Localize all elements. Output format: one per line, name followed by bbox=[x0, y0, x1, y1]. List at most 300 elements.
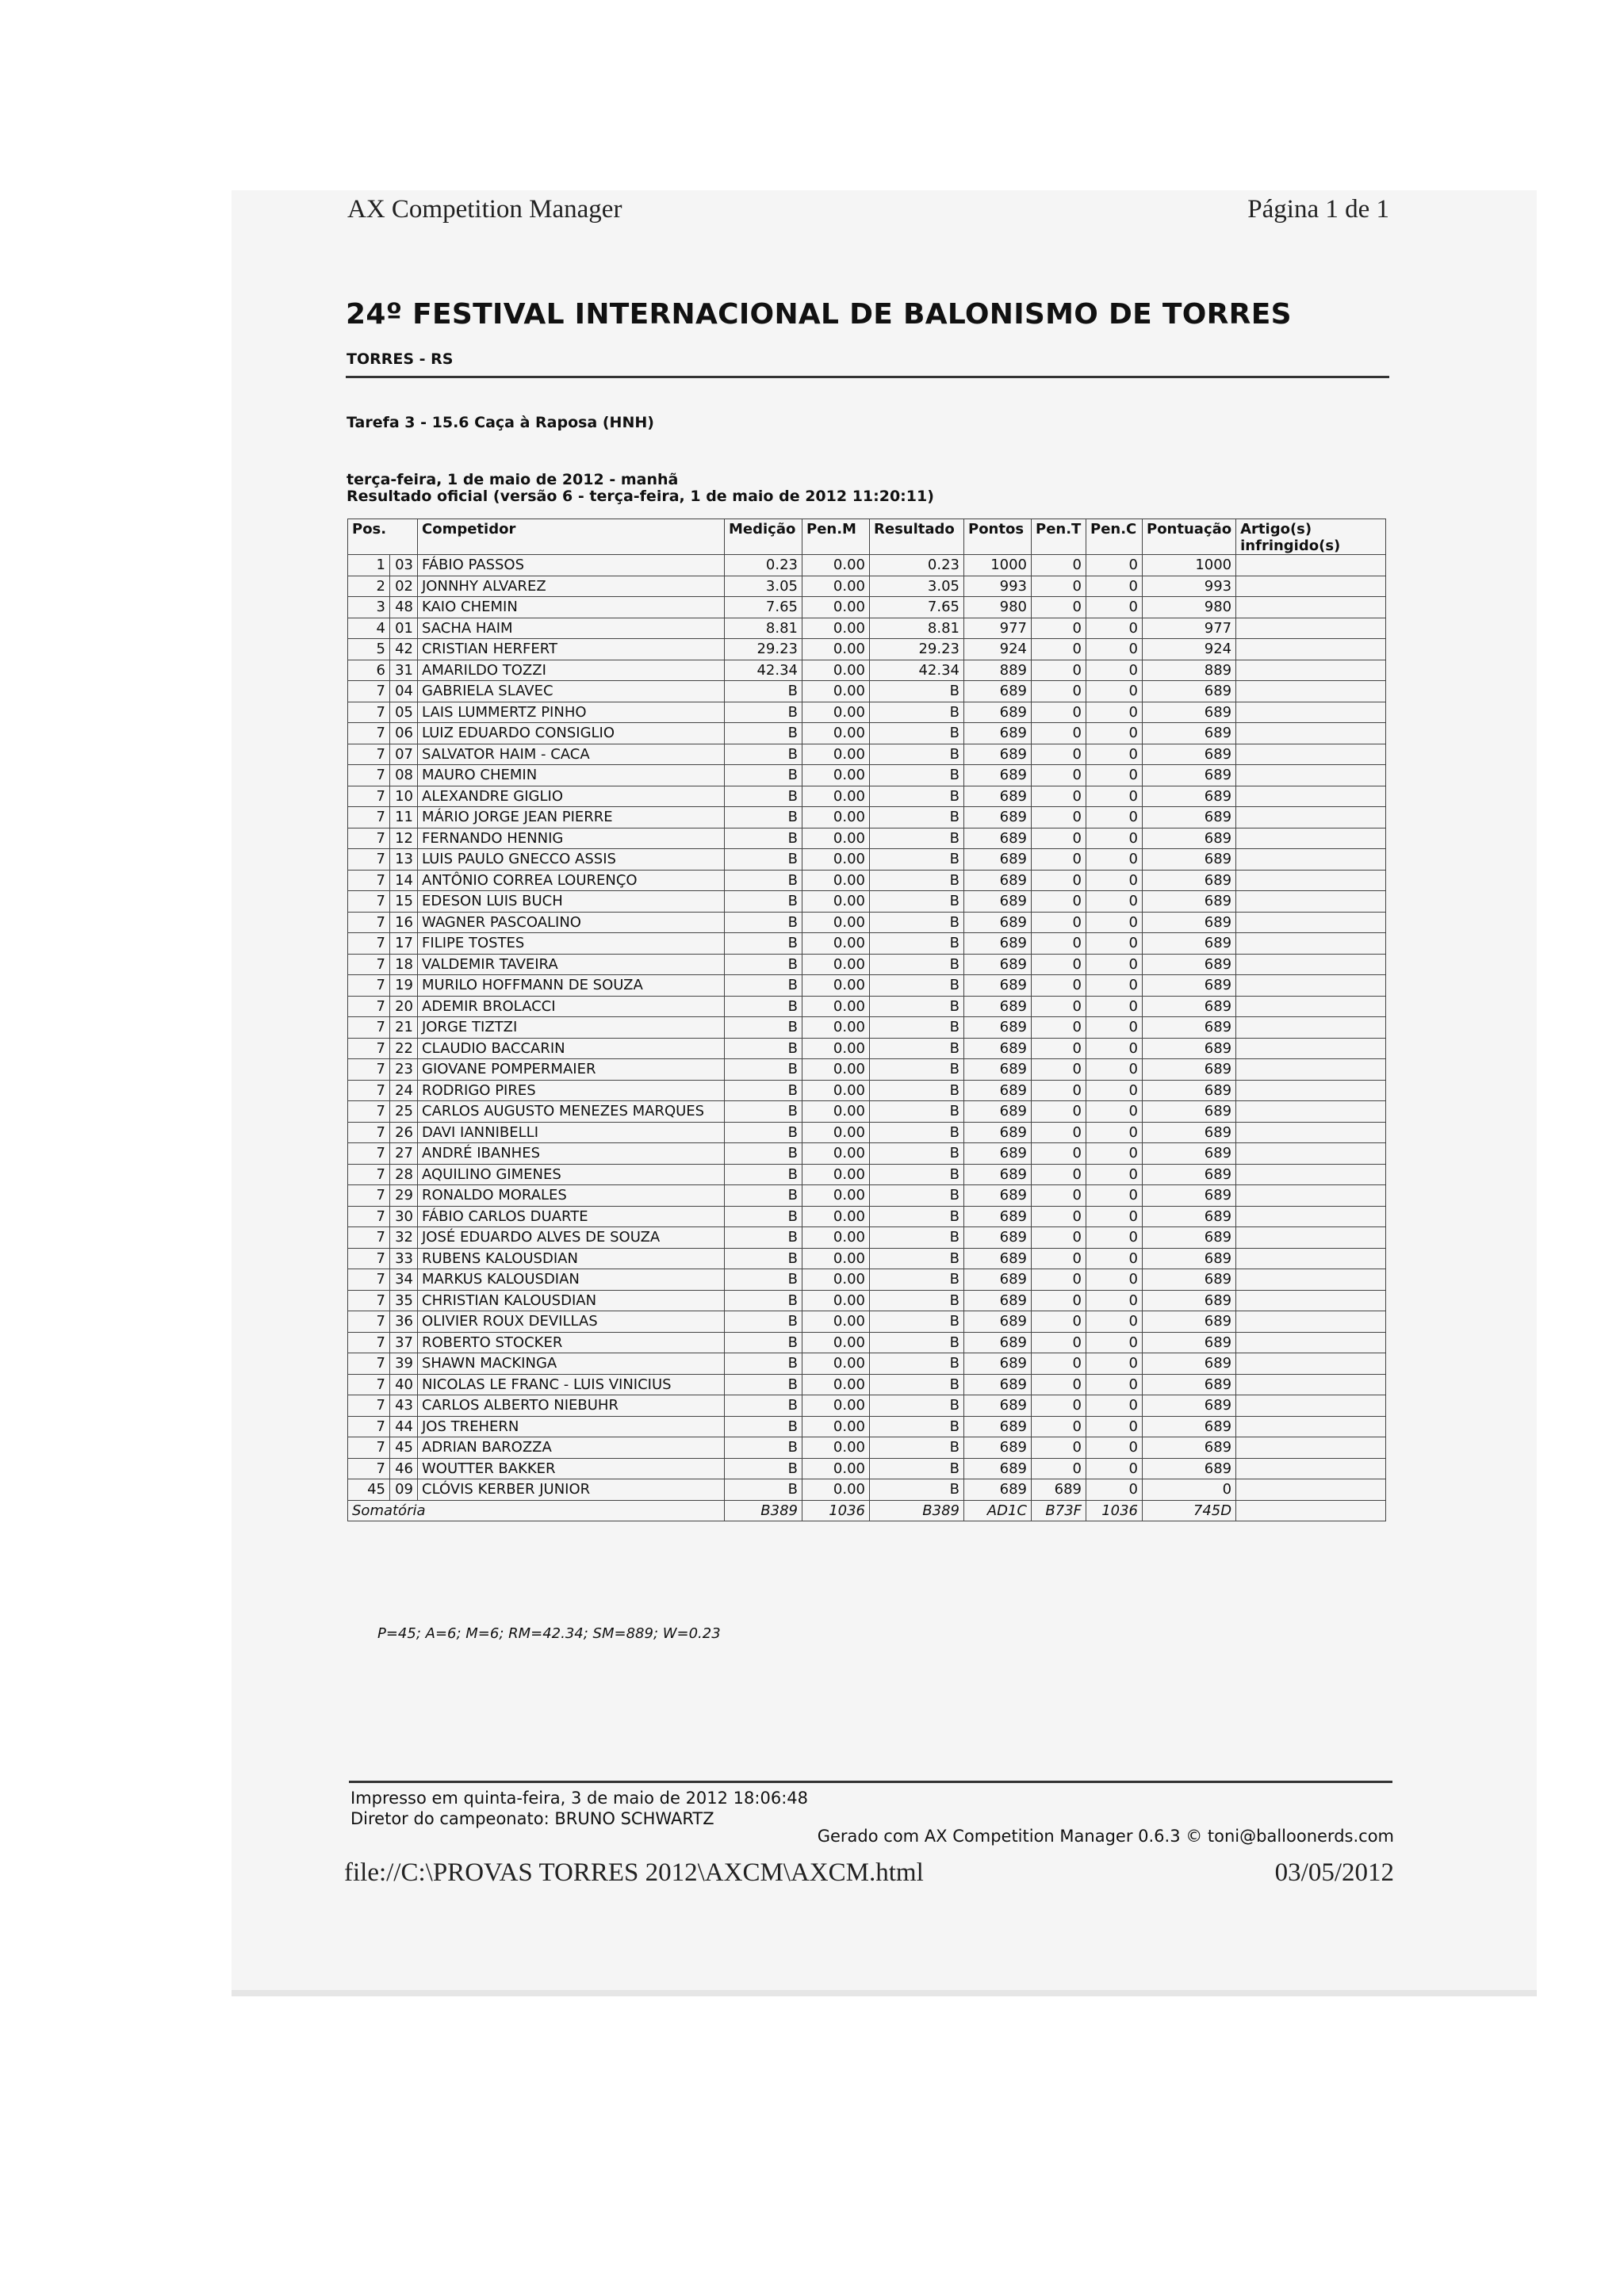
cell-competitor: NICOLAS LE FRANC - LUIS VINICIUS bbox=[418, 1374, 725, 1395]
cell-artigos bbox=[1236, 933, 1386, 955]
task-title: Tarefa 3 - 15.6 Caça à Raposa (HNH) bbox=[347, 414, 654, 431]
cell-pent: 0 bbox=[1032, 870, 1086, 891]
cell-medicao: B bbox=[725, 1017, 802, 1039]
cell-number: 44 bbox=[390, 1416, 418, 1437]
cell-resultado: 29.23 bbox=[870, 639, 964, 660]
cell-pontos: 689 bbox=[964, 996, 1032, 1017]
cell-competitor: WOUTTER BAKKER bbox=[418, 1458, 725, 1479]
cell-penc: 0 bbox=[1086, 1038, 1143, 1059]
cell-pent: 0 bbox=[1032, 975, 1086, 997]
cell-medicao: B bbox=[725, 681, 802, 702]
summary-pontuacao: 745D bbox=[1143, 1500, 1236, 1521]
cell-pent: 0 bbox=[1032, 1248, 1086, 1269]
cell-resultado: B bbox=[870, 1248, 964, 1269]
cell-medicao: B bbox=[725, 1143, 802, 1165]
cell-competitor: ANDRÉ IBANHES bbox=[418, 1143, 725, 1165]
cell-pent: 0 bbox=[1032, 996, 1086, 1017]
cell-medicao: B bbox=[725, 1395, 802, 1417]
cell-pontuacao: 689 bbox=[1143, 1290, 1236, 1311]
table-row bbox=[348, 681, 1386, 702]
cell-competitor: AQUILINO GIMENES bbox=[418, 1164, 725, 1185]
cell-pontos: 689 bbox=[964, 1164, 1032, 1185]
cell-pent: 0 bbox=[1032, 1374, 1086, 1395]
summary-penc: 1036 bbox=[1086, 1500, 1143, 1521]
cell-pontuacao: 689 bbox=[1143, 828, 1236, 849]
cell-penc: 0 bbox=[1086, 1017, 1143, 1039]
cell-penm: 0.00 bbox=[802, 1479, 870, 1501]
col-header-penm: Pen.M bbox=[802, 519, 870, 555]
cell-competitor: WAGNER PASCOALINO bbox=[418, 912, 725, 933]
cell-competitor: JOSÉ EDUARDO ALVES DE SOUZA bbox=[418, 1227, 725, 1249]
cell-pontos: 689 bbox=[964, 891, 1032, 913]
cell-pontos: 689 bbox=[964, 1332, 1032, 1353]
cell-penc: 0 bbox=[1086, 1122, 1143, 1143]
cell-pontuacao: 689 bbox=[1143, 1164, 1236, 1185]
cell-penc: 0 bbox=[1086, 1437, 1143, 1459]
cell-resultado: B bbox=[870, 702, 964, 723]
cell-number: 18 bbox=[390, 954, 418, 975]
cell-pent: 0 bbox=[1032, 933, 1086, 955]
cell-medicao: 0.23 bbox=[725, 555, 802, 576]
col-header-medicao: Medição bbox=[725, 519, 802, 555]
cell-artigos bbox=[1236, 1395, 1386, 1417]
cell-artigos bbox=[1236, 555, 1386, 576]
cell-pontos: 689 bbox=[964, 1458, 1032, 1479]
cell-pos: 7 bbox=[348, 912, 390, 933]
cell-medicao: B bbox=[725, 1080, 802, 1101]
cell-pontos: 689 bbox=[964, 744, 1032, 765]
cell-resultado: B bbox=[870, 1374, 964, 1395]
cell-resultado: B bbox=[870, 891, 964, 913]
cell-number: 25 bbox=[390, 1101, 418, 1123]
sheet-edge bbox=[232, 1990, 1537, 1996]
cell-competitor: MAURO CHEMIN bbox=[418, 765, 725, 786]
cell-number: 12 bbox=[390, 828, 418, 849]
cell-pent: 0 bbox=[1032, 1017, 1086, 1039]
cell-penm: 0.00 bbox=[802, 576, 870, 597]
cell-pontuacao: 689 bbox=[1143, 1458, 1236, 1479]
cell-artigos bbox=[1236, 618, 1386, 639]
cell-resultado: B bbox=[870, 1122, 964, 1143]
cell-penc: 0 bbox=[1086, 1227, 1143, 1249]
cell-medicao: B bbox=[725, 1311, 802, 1333]
cell-pent: 0 bbox=[1032, 1059, 1086, 1081]
footer-divider bbox=[349, 1781, 1392, 1783]
cell-penm: 0.00 bbox=[802, 1101, 870, 1123]
table-row bbox=[348, 1437, 1386, 1459]
cell-pent: 0 bbox=[1032, 1458, 1086, 1479]
col-header-resultado: Resultado bbox=[870, 519, 964, 555]
cell-resultado: 42.34 bbox=[870, 660, 964, 681]
cell-artigos bbox=[1236, 807, 1386, 828]
cell-pontos: 993 bbox=[964, 576, 1032, 597]
cell-artigos bbox=[1236, 1248, 1386, 1269]
cell-competitor: CRISTIAN HERFERT bbox=[418, 639, 725, 660]
cell-resultado: B bbox=[870, 807, 964, 828]
cell-pos: 7 bbox=[348, 1080, 390, 1101]
table-row bbox=[348, 1458, 1386, 1479]
table-row bbox=[348, 660, 1386, 681]
cell-medicao: B bbox=[725, 1185, 802, 1207]
cell-resultado: B bbox=[870, 1080, 964, 1101]
cell-resultado: B bbox=[870, 1185, 964, 1207]
cell-penc: 0 bbox=[1086, 870, 1143, 891]
col-header-penc: Pen.C bbox=[1086, 519, 1143, 555]
cell-competitor: FERNANDO HENNIG bbox=[418, 828, 725, 849]
cell-medicao: B bbox=[725, 1353, 802, 1375]
cell-artigos bbox=[1236, 597, 1386, 618]
cell-resultado: B bbox=[870, 744, 964, 765]
cell-penc: 0 bbox=[1086, 1353, 1143, 1375]
cell-penc: 0 bbox=[1086, 765, 1143, 786]
cell-pontos: 689 bbox=[964, 681, 1032, 702]
cell-pontuacao: 689 bbox=[1143, 1437, 1236, 1459]
cell-pontuacao: 689 bbox=[1143, 870, 1236, 891]
cell-number: 30 bbox=[390, 1206, 418, 1227]
table-row bbox=[348, 1290, 1386, 1311]
cell-artigos bbox=[1236, 1479, 1386, 1501]
cell-pent: 0 bbox=[1032, 1080, 1086, 1101]
cell-pent: 0 bbox=[1032, 954, 1086, 975]
cell-medicao: B bbox=[725, 870, 802, 891]
table-header-row bbox=[348, 519, 1386, 555]
cell-pos: 7 bbox=[348, 954, 390, 975]
cell-penm: 0.00 bbox=[802, 954, 870, 975]
cell-competitor: SHAWN MACKINGA bbox=[418, 1353, 725, 1375]
cell-resultado: B bbox=[870, 723, 964, 744]
cell-competitor: MÁRIO JORGE JEAN PIERRE bbox=[418, 807, 725, 828]
cell-pontos: 689 bbox=[964, 1059, 1032, 1081]
table-row bbox=[348, 618, 1386, 639]
cell-medicao: B bbox=[725, 1206, 802, 1227]
cell-penc: 0 bbox=[1086, 555, 1143, 576]
cell-medicao: B bbox=[725, 891, 802, 913]
table-row bbox=[348, 933, 1386, 955]
cell-competitor: ADEMIR BROLACCI bbox=[418, 996, 725, 1017]
cell-penc: 0 bbox=[1086, 1206, 1143, 1227]
table-row bbox=[348, 1248, 1386, 1269]
results-table bbox=[347, 519, 1386, 1521]
cell-penc: 0 bbox=[1086, 933, 1143, 955]
cell-pent: 0 bbox=[1032, 723, 1086, 744]
col-header-pontos: Pontos bbox=[964, 519, 1032, 555]
cell-artigos bbox=[1236, 1206, 1386, 1227]
col-header-pent: Pen.T bbox=[1032, 519, 1086, 555]
cell-penm: 0.00 bbox=[802, 597, 870, 618]
cell-number: 17 bbox=[390, 933, 418, 955]
cell-pontuacao: 689 bbox=[1143, 1416, 1236, 1437]
cell-penm: 0.00 bbox=[802, 1227, 870, 1249]
cell-pontuacao: 689 bbox=[1143, 954, 1236, 975]
table-row bbox=[348, 1017, 1386, 1039]
cell-pontos: 689 bbox=[964, 723, 1032, 744]
cell-number: 07 bbox=[390, 744, 418, 765]
cell-artigos bbox=[1236, 1311, 1386, 1333]
table-row bbox=[348, 1227, 1386, 1249]
cell-number: 03 bbox=[390, 555, 418, 576]
cell-number: 08 bbox=[390, 765, 418, 786]
cell-artigos bbox=[1236, 1122, 1386, 1143]
cell-pontuacao: 689 bbox=[1143, 1374, 1236, 1395]
cell-number: 20 bbox=[390, 996, 418, 1017]
cell-number: 23 bbox=[390, 1059, 418, 1081]
cell-penc: 0 bbox=[1086, 1185, 1143, 1207]
cell-pos: 7 bbox=[348, 828, 390, 849]
cell-pontuacao: 977 bbox=[1143, 618, 1236, 639]
cell-penm: 0.00 bbox=[802, 1458, 870, 1479]
cell-pos: 7 bbox=[348, 723, 390, 744]
cell-penm: 0.00 bbox=[802, 1248, 870, 1269]
cell-number: 39 bbox=[390, 1353, 418, 1375]
cell-artigos bbox=[1236, 576, 1386, 597]
cell-pontuacao: 689 bbox=[1143, 1059, 1236, 1081]
summary-resultado: B389 bbox=[870, 1500, 964, 1521]
cell-pontos: 689 bbox=[964, 1290, 1032, 1311]
cell-penm: 0.00 bbox=[802, 618, 870, 639]
cell-pontos: 689 bbox=[964, 1248, 1032, 1269]
cell-penc: 0 bbox=[1086, 1416, 1143, 1437]
cell-pos: 5 bbox=[348, 639, 390, 660]
cell-pontuacao: 0 bbox=[1143, 1479, 1236, 1501]
cell-competitor: ANTÔNIO CORREA LOURENÇO bbox=[418, 870, 725, 891]
table-row bbox=[348, 1143, 1386, 1165]
table-row bbox=[348, 723, 1386, 744]
print-footer-date: 03/05/2012 bbox=[1274, 1858, 1394, 1887]
cell-competitor: GIOVANE POMPERMAIER bbox=[418, 1059, 725, 1081]
print-header-page: Página 1 de 1 bbox=[1247, 195, 1389, 224]
cell-pontuacao: 924 bbox=[1143, 639, 1236, 660]
cell-pos: 3 bbox=[348, 597, 390, 618]
table-row bbox=[348, 1080, 1386, 1101]
cell-pos: 7 bbox=[348, 1038, 390, 1059]
cell-resultado: B bbox=[870, 1143, 964, 1165]
cell-competitor: CARLOS ALBERTO NIEBUHR bbox=[418, 1395, 725, 1417]
cell-artigos bbox=[1236, 1353, 1386, 1375]
table-row bbox=[348, 870, 1386, 891]
cell-pontos: 689 bbox=[964, 1269, 1032, 1291]
cell-competitor: MARKUS KALOUSDIAN bbox=[418, 1269, 725, 1291]
cell-number: 33 bbox=[390, 1248, 418, 1269]
cell-pent: 0 bbox=[1032, 1437, 1086, 1459]
cell-artigos bbox=[1236, 1290, 1386, 1311]
cell-pontos: 689 bbox=[964, 1416, 1032, 1437]
cell-medicao: B bbox=[725, 1248, 802, 1269]
cell-pontos: 689 bbox=[964, 828, 1032, 849]
cell-number: 37 bbox=[390, 1332, 418, 1353]
cell-pos: 7 bbox=[348, 744, 390, 765]
cell-pos: 1 bbox=[348, 555, 390, 576]
table-row bbox=[348, 996, 1386, 1017]
cell-pontuacao: 689 bbox=[1143, 681, 1236, 702]
cell-pontos: 689 bbox=[964, 1479, 1032, 1501]
cell-pent: 0 bbox=[1032, 1311, 1086, 1333]
cell-pontos: 689 bbox=[964, 765, 1032, 786]
cell-pos: 7 bbox=[348, 975, 390, 997]
cell-pontos: 689 bbox=[964, 1122, 1032, 1143]
cell-pent: 0 bbox=[1032, 912, 1086, 933]
cell-pontos: 689 bbox=[964, 1395, 1032, 1417]
cell-competitor: EDESON LUIS BUCH bbox=[418, 891, 725, 913]
cell-number: 40 bbox=[390, 1374, 418, 1395]
cell-pos: 7 bbox=[348, 1164, 390, 1185]
cell-medicao: 3.05 bbox=[725, 576, 802, 597]
cell-pent: 0 bbox=[1032, 1101, 1086, 1123]
cell-medicao: B bbox=[725, 765, 802, 786]
cell-pos: 7 bbox=[348, 1185, 390, 1207]
cell-medicao: B bbox=[725, 1290, 802, 1311]
cell-competitor: RUBENS KALOUSDIAN bbox=[418, 1248, 725, 1269]
cell-artigos bbox=[1236, 996, 1386, 1017]
cell-pontuacao: 689 bbox=[1143, 786, 1236, 807]
cell-pent: 0 bbox=[1032, 828, 1086, 849]
cell-resultado: B bbox=[870, 849, 964, 871]
cell-penc: 0 bbox=[1086, 807, 1143, 828]
cell-pontuacao: 689 bbox=[1143, 849, 1236, 871]
cell-competitor: MURILO HOFFMANN DE SOUZA bbox=[418, 975, 725, 997]
cell-pos: 7 bbox=[348, 1353, 390, 1375]
cell-penm: 0.00 bbox=[802, 912, 870, 933]
cell-pontos: 689 bbox=[964, 1080, 1032, 1101]
cell-number: 48 bbox=[390, 597, 418, 618]
cell-resultado: B bbox=[870, 954, 964, 975]
table-row bbox=[348, 1038, 1386, 1059]
cell-number: 11 bbox=[390, 807, 418, 828]
table-row bbox=[348, 1269, 1386, 1291]
table-row bbox=[348, 1122, 1386, 1143]
cell-artigos bbox=[1236, 723, 1386, 744]
cell-number: 26 bbox=[390, 1122, 418, 1143]
cell-resultado: B bbox=[870, 933, 964, 955]
cell-competitor: JONNHY ALVAREZ bbox=[418, 576, 725, 597]
cell-pontos: 689 bbox=[964, 1143, 1032, 1165]
cell-medicao: B bbox=[725, 1059, 802, 1081]
cell-pos: 7 bbox=[348, 1374, 390, 1395]
cell-pent: 0 bbox=[1032, 618, 1086, 639]
cell-pos: 2 bbox=[348, 576, 390, 597]
cell-penm: 0.00 bbox=[802, 744, 870, 765]
cell-pent: 0 bbox=[1032, 849, 1086, 871]
cell-medicao: B bbox=[725, 1458, 802, 1479]
cell-pontos: 689 bbox=[964, 1353, 1032, 1375]
cell-penc: 0 bbox=[1086, 1311, 1143, 1333]
cell-resultado: B bbox=[870, 870, 964, 891]
cell-medicao: B bbox=[725, 996, 802, 1017]
cell-pontos: 689 bbox=[964, 849, 1032, 871]
cell-penc: 0 bbox=[1086, 744, 1143, 765]
cell-penc: 0 bbox=[1086, 891, 1143, 913]
cell-pos: 7 bbox=[348, 1458, 390, 1479]
cell-pent: 0 bbox=[1032, 1143, 1086, 1165]
cell-number: 42 bbox=[390, 639, 418, 660]
table-body bbox=[348, 555, 1386, 1501]
cell-pontuacao: 689 bbox=[1143, 1080, 1236, 1101]
cell-penc: 0 bbox=[1086, 597, 1143, 618]
cell-resultado: B bbox=[870, 1395, 964, 1417]
cell-pent: 0 bbox=[1032, 1353, 1086, 1375]
cell-pontuacao: 689 bbox=[1143, 996, 1236, 1017]
table-row bbox=[348, 954, 1386, 975]
cell-pent: 0 bbox=[1032, 765, 1086, 786]
table-row bbox=[348, 702, 1386, 723]
cell-penm: 0.00 bbox=[802, 1017, 870, 1039]
cell-artigos bbox=[1236, 660, 1386, 681]
table-row bbox=[348, 1395, 1386, 1417]
cell-resultado: B bbox=[870, 1416, 964, 1437]
cell-artigos bbox=[1236, 639, 1386, 660]
cell-pontos: 689 bbox=[964, 912, 1032, 933]
cell-pontuacao: 689 bbox=[1143, 723, 1236, 744]
cell-artigos bbox=[1236, 870, 1386, 891]
cell-pos: 7 bbox=[348, 1437, 390, 1459]
cell-competitor: OLIVIER ROUX DEVILLAS bbox=[418, 1311, 725, 1333]
cell-resultado: B bbox=[870, 1038, 964, 1059]
cell-medicao: B bbox=[725, 1374, 802, 1395]
summary-pontos: AD1C bbox=[964, 1500, 1032, 1521]
cell-penc: 0 bbox=[1086, 912, 1143, 933]
cell-artigos bbox=[1236, 1458, 1386, 1479]
cell-medicao: 29.23 bbox=[725, 639, 802, 660]
statistics-line: P=45; A=6; M=6; RM=42.34; SM=889; W=0.23 bbox=[377, 1625, 721, 1642]
cell-artigos bbox=[1236, 1101, 1386, 1123]
cell-pos: 7 bbox=[348, 1311, 390, 1333]
cell-medicao: B bbox=[725, 786, 802, 807]
cell-pontuacao: 689 bbox=[1143, 1017, 1236, 1039]
cell-penm: 0.00 bbox=[802, 702, 870, 723]
cell-penm: 0.00 bbox=[802, 1437, 870, 1459]
table-row bbox=[348, 1416, 1386, 1437]
cell-medicao: B bbox=[725, 1038, 802, 1059]
cell-medicao: B bbox=[725, 954, 802, 975]
cell-pos: 7 bbox=[348, 1269, 390, 1291]
cell-competitor: AMARILDO TOZZI bbox=[418, 660, 725, 681]
cell-resultado: B bbox=[870, 1164, 964, 1185]
cell-pos: 7 bbox=[348, 1017, 390, 1039]
cell-artigos bbox=[1236, 891, 1386, 913]
cell-penm: 0.00 bbox=[802, 1038, 870, 1059]
cell-penc: 0 bbox=[1086, 681, 1143, 702]
cell-medicao: B bbox=[725, 1122, 802, 1143]
cell-penc: 0 bbox=[1086, 723, 1143, 744]
cell-resultado: B bbox=[870, 1017, 964, 1039]
cell-pos: 7 bbox=[348, 849, 390, 871]
cell-pent: 0 bbox=[1032, 555, 1086, 576]
cell-pontos: 689 bbox=[964, 1374, 1032, 1395]
cell-pos: 7 bbox=[348, 1290, 390, 1311]
cell-penc: 0 bbox=[1086, 1269, 1143, 1291]
cell-resultado: B bbox=[870, 1101, 964, 1123]
cell-pontuacao: 689 bbox=[1143, 1332, 1236, 1353]
cell-penm: 0.00 bbox=[802, 996, 870, 1017]
cell-penc: 0 bbox=[1086, 1101, 1143, 1123]
cell-competitor: SACHA HAIM bbox=[418, 618, 725, 639]
summary-pent: B73F bbox=[1032, 1500, 1086, 1521]
cell-number: 10 bbox=[390, 786, 418, 807]
cell-number: 06 bbox=[390, 723, 418, 744]
cell-competitor: FÁBIO CARLOS DUARTE bbox=[418, 1206, 725, 1227]
cell-competitor: LAIS LUMMERTZ PINHO bbox=[418, 702, 725, 723]
cell-pontos: 689 bbox=[964, 1311, 1032, 1333]
cell-competitor: ROBERTO STOCKER bbox=[418, 1332, 725, 1353]
cell-resultado: 8.81 bbox=[870, 618, 964, 639]
cell-medicao: B bbox=[725, 807, 802, 828]
table-row bbox=[348, 912, 1386, 933]
cell-resultado: B bbox=[870, 681, 964, 702]
table-row bbox=[348, 597, 1386, 618]
cell-penc: 0 bbox=[1086, 576, 1143, 597]
table-row bbox=[348, 744, 1386, 765]
cell-number: 13 bbox=[390, 849, 418, 871]
cell-pontuacao: 689 bbox=[1143, 1143, 1236, 1165]
